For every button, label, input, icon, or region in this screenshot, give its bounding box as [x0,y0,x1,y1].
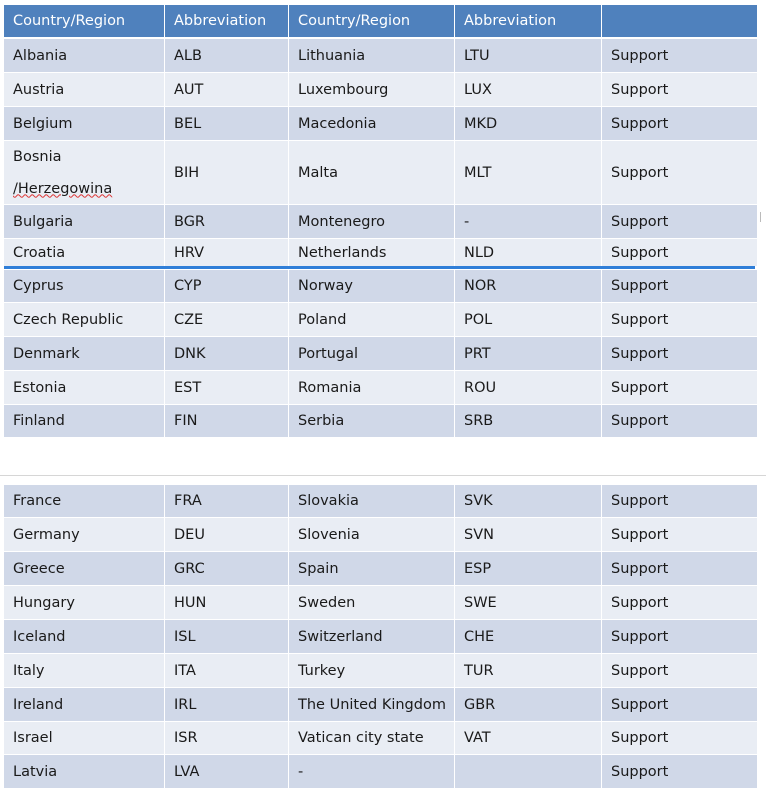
cell-country: Albania [4,39,165,72]
cell-country: Belgium [4,107,165,140]
cell-country: Croatia [4,239,165,266]
table-row [4,586,757,619]
cell-country: Germany [4,518,165,551]
cell-country: Slovenia [289,518,455,551]
cell-abbreviation: DNK [165,337,289,370]
cell-country: Austria [4,73,165,106]
table-row [4,688,757,721]
header-country-region-2: Country/Region [289,5,455,37]
cell-country: Israel [4,722,165,754]
table-row [4,141,757,204]
cell-country: The United Kingdom [289,688,455,721]
table-row [4,337,757,370]
cell-support: Support [611,164,669,181]
cell-abbreviation: LVA [165,755,289,788]
cell-support: Support [611,278,669,294]
table-row [4,620,757,653]
cell-country: Slovakia [289,485,455,517]
cell-support: Support [611,763,669,780]
cell-abbreviation: ESP [455,552,602,585]
selection-divider [4,266,755,269]
cell-abbreviation: ISR [165,722,289,754]
table-row [4,405,757,437]
cell-abbreviation: SRB [455,405,602,437]
cell-abbreviation: PRT [455,337,602,370]
cell-country: Macedonia [289,107,455,140]
cell-support: Support [611,526,669,543]
cell-country: Portugal [289,337,455,370]
cell-country: Latvia [4,755,165,788]
cell-support: Support [611,115,669,132]
cell-support: Support [611,81,669,98]
cell-country: Cyprus [4,270,165,302]
cell-abbreviation: LTU [455,39,602,72]
cell-country-line2: /Herzegowina [13,180,113,197]
page-break-line [0,475,766,476]
cell-country: Italy [4,654,165,687]
cell-abbreviation: IRL [165,688,289,721]
cell-country: Bulgaria [4,205,165,238]
cell-country: Finland [4,405,165,437]
cell-abbreviation: TUR [455,654,602,687]
header-country-region-1: Country/Region [4,5,165,37]
cell-support: Support [611,696,669,713]
cell-country: Montenegro [289,205,455,238]
cell-country: Denmark [4,337,165,370]
cell-marker [760,212,765,222]
cell-support: Support [611,560,669,577]
table-row [4,205,757,238]
cell-country: Estonia [4,371,165,404]
cell-support: Support [611,662,669,679]
table-row [4,270,757,302]
cell-abbreviation: FRA [165,485,289,517]
cell-country: Vatican city state [289,722,455,754]
table-row [4,654,757,687]
cell-abbreviation: NOR [455,270,602,302]
cell-country: Norway [289,270,455,302]
cell-country: - [289,755,455,788]
cell-support: Support [611,493,669,509]
cell-abbreviation: LUX [455,73,602,106]
cell-support: Support [611,413,669,429]
cell-country [4,141,165,204]
table-row [4,518,757,551]
cell-country: Ireland [4,688,165,721]
table-row [4,755,757,788]
cell-abbreviation: CYP [165,270,289,302]
table-row [4,39,757,72]
cell-abbreviation: BIH [165,141,289,204]
cell-abbreviation: VAT [455,722,602,754]
table-row [4,239,757,266]
cell-support: Support [611,628,669,645]
cell-support: Support [611,213,669,230]
cell-country: Turkey [289,654,455,687]
cell-abbreviation: SVN [455,518,602,551]
cell-abbreviation: - [455,205,602,238]
cell-abbreviation: ALB [165,39,289,72]
cell-country: Spain [289,552,455,585]
header-abbreviation-1: Abbreviation [165,5,289,37]
cell-country: Netherlands [289,239,455,266]
cell-support: Support [611,594,669,611]
cell-abbreviation: AUT [165,73,289,106]
cell-country: Romania [289,371,455,404]
cell-abbreviation: MLT [455,141,602,204]
cell-country: France [4,485,165,517]
cell-support: Support [611,345,669,362]
cell-abbreviation: GRC [165,552,289,585]
table-row [4,73,757,106]
cell-abbreviation: HUN [165,586,289,619]
cell-abbreviation: ROU [455,371,602,404]
cell-abbreviation: DEU [165,518,289,551]
cell-support: Support [611,47,669,64]
cell-country: Serbia [289,405,455,437]
table-row [4,552,757,585]
cell-country: Luxembourg [289,73,455,106]
header-abbreviation-2: Abbreviation [455,5,602,37]
cell-country: Greece [4,552,165,585]
cell-abbreviation: ISL [165,620,289,653]
cell-abbreviation: CZE [165,303,289,336]
cell-abbreviation: SVK [455,485,602,517]
cell-country: Switzerland [289,620,455,653]
cell-country-line1: Bosnia [13,148,62,165]
cell-country: Malta [289,141,455,204]
cell-abbreviation: FIN [165,405,289,437]
table-header-row [4,5,757,37]
cell-support: Support [611,730,669,746]
cell-abbreviation: CHE [455,620,602,653]
table-row [4,485,757,517]
cell-abbreviation: NLD [455,239,602,266]
cell-country: Sweden [289,586,455,619]
cell-support: Support [611,379,669,396]
cell-country: Iceland [4,620,165,653]
cell-support: Support [611,244,669,261]
table-row [4,303,757,336]
cell-support: Support [611,311,669,328]
cell-abbreviation: ITA [165,654,289,687]
cell-abbreviation: POL [455,303,602,336]
cell-abbreviation [455,755,602,788]
table-row [4,371,757,404]
cell-abbreviation: BEL [165,107,289,140]
cell-abbreviation: MKD [455,107,602,140]
cell-abbreviation: HRV [165,239,289,266]
table-row [4,722,757,754]
cell-abbreviation: GBR [455,688,602,721]
cell-country: Poland [289,303,455,336]
table-row [4,107,757,140]
cell-country: Czech Republic [4,303,165,336]
cell-abbreviation: SWE [455,586,602,619]
cell-abbreviation: BGR [165,205,289,238]
cell-country: Hungary [4,586,165,619]
cell-country: Lithuania [289,39,455,72]
cell-abbreviation: EST [165,371,289,404]
header-support [602,5,757,37]
